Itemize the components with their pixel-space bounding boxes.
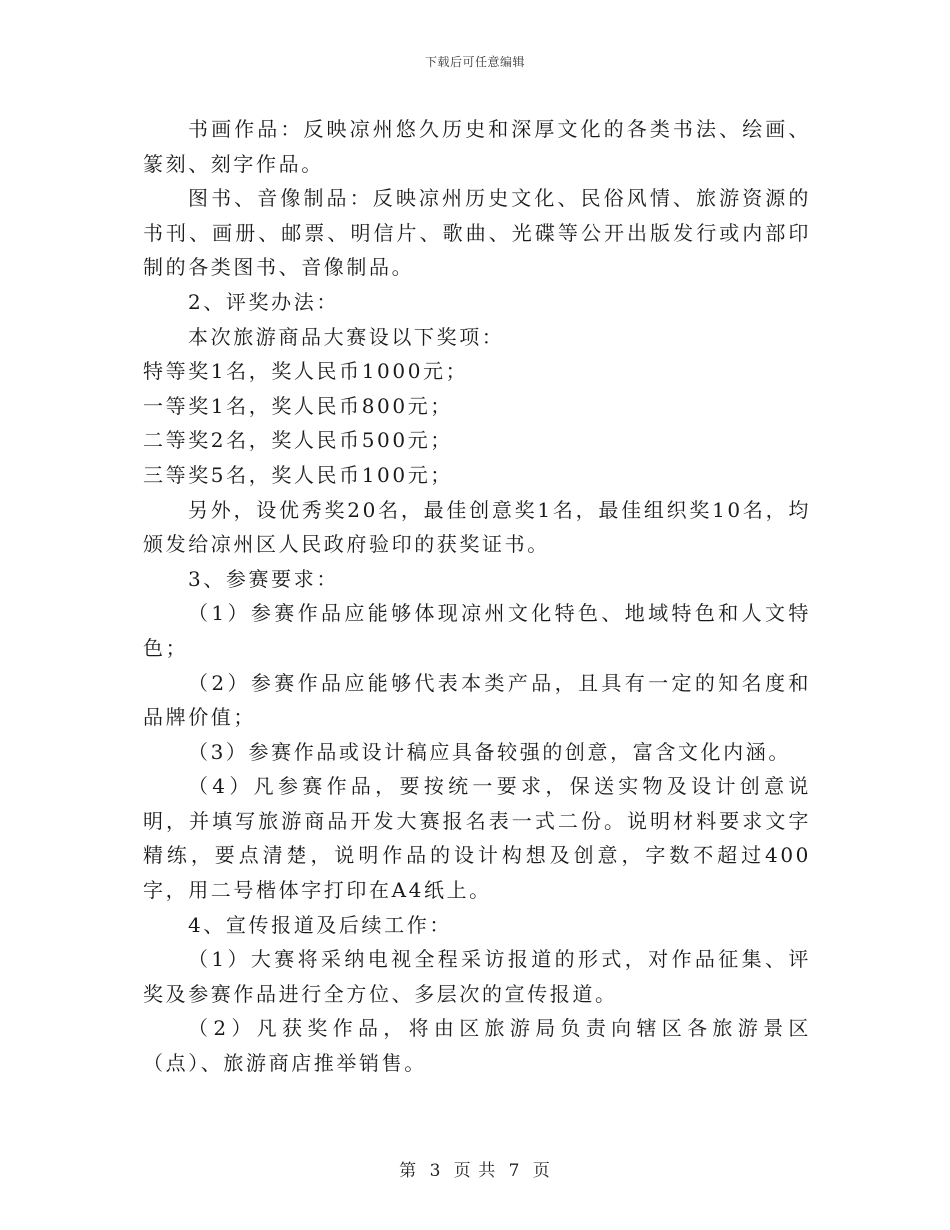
footer-current-page: 3 (429, 1161, 442, 1181)
section-heading-requirements: 3、参赛要求： (188, 566, 339, 591)
requirement-item-1: （1）参赛作品应能够体现凉州文化特色、地域特色和人文特色； (143, 601, 811, 660)
award-third-prize: 三等奖5名，奖人民币100元； (143, 462, 453, 487)
page-header: 下载后可任意编辑 (424, 55, 525, 69)
section-heading-award-method: 2、评奖办法： (188, 289, 339, 314)
publicity-item-1: （1）大赛将采纳电视全程采访报道的形式，对作品征集、评奖及参赛作品进行全方位、多层次的宣传报道。 (143, 947, 811, 1006)
requirement-item-3: （3）参赛作品或设计稿应具备较强的创意，富含文化内涵。 (188, 739, 791, 764)
footer-prefix: 第 (399, 1161, 418, 1181)
footer-middle: 页 共 (453, 1161, 497, 1181)
requirement-item-4: （4）凡参赛作品，要按统一要求，保送实物及设计创意说明，并填写旅游商品开发大赛报名表一式二份。说明材料要求文字精练，要点清楚，说明作品的设计构想及创意，字数不超过400字，用二号楷体字打印在A4纸上。 (143, 774, 811, 903)
paragraph-award-intro: 本次旅游商品大赛设以下奖项： (188, 324, 505, 349)
footer-suffix: 页 (532, 1161, 551, 1181)
requirement-item-2: （2）参赛作品应能够代表本类产品，且具有一定的知名度和品牌价值； (143, 670, 811, 730)
paragraph-other-awards: 另外，设优秀奖20名，最佳创意奖1名，最佳组织奖10名，均颁发给凉州区人民政府验印的获奖证书。 (143, 497, 811, 557)
section-heading-publicity: 4、宣传报道及后续工作： (188, 912, 452, 937)
publicity-item-2: （2）凡获奖作品，将由区旅游局负责向辖区各旅游景区（点）、旅游商店推举销售。 (143, 1016, 811, 1076)
award-second-prize: 二等奖2名，奖人民币500元； (143, 428, 453, 453)
award-grand-prize: 特等奖1名，奖人民币1000元； (143, 359, 469, 384)
document-body (143, 112, 811, 1081)
page-number-footer (0, 1156, 950, 1181)
award-first-prize: 一等奖1名，奖人民币800元； (143, 393, 453, 418)
footer-total-pages: 7 (508, 1161, 521, 1181)
paragraph-books-media: 图书、音像制品：反映凉州历史文化、民俗风情、旅游资源的书刊、画册、邮票、明信片、歌曲、光碟等公开出版发行或内部印制的各类图书、音像制品。 (143, 186, 811, 280)
paragraph-calligraphy-works: 书画作品：反映凉州悠久历史和深厚文化的各类书法、绘画、篆刻、刻字作品。 (143, 117, 811, 176)
